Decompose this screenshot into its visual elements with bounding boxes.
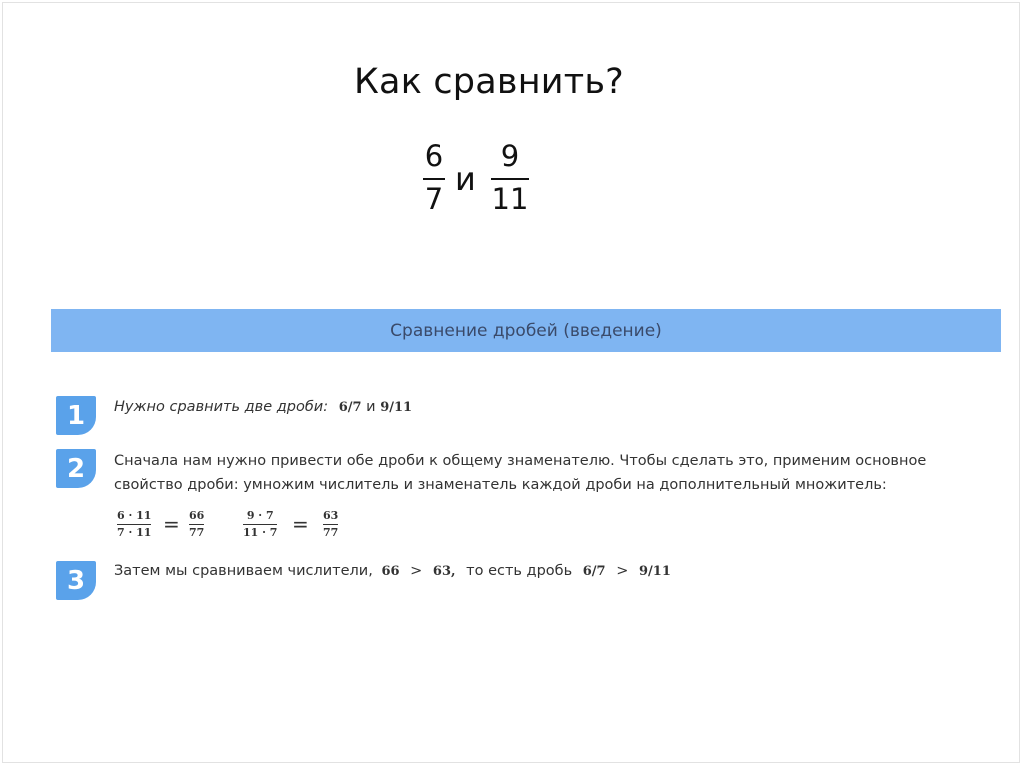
step-1-fraction-b: 9/11 — [380, 400, 413, 415]
fraction-bar — [117, 524, 151, 525]
calc-1-result — [189, 509, 204, 539]
fraction-bar — [323, 524, 338, 525]
fraction-a-numerator: 6 — [424, 139, 444, 173]
calc-2-denominator: 11 · 7 — [243, 526, 278, 539]
step-1-sentence: Нужно сравнить две дроби: — [114, 399, 329, 415]
fraction-6-7 — [423, 140, 445, 215]
fraction-b-denominator: 11 — [491, 182, 529, 216]
calc-2-equals: = — [292, 512, 309, 536]
step-1-text — [114, 399, 412, 415]
conjunction: и — [455, 160, 476, 198]
calc-2-result-denominator: 77 — [323, 526, 339, 539]
step-1-conj: и — [366, 399, 376, 415]
calc-2-fraction — [243, 509, 277, 539]
step-number: 2 — [66, 453, 86, 484]
fraction-9-11 — [491, 140, 529, 215]
fraction-bar — [491, 178, 529, 180]
slide-title: Как сравнить? — [354, 62, 624, 102]
calc-1-result-numerator: 66 — [189, 509, 205, 522]
step-3-fraction-b: 9/11 — [638, 564, 671, 579]
step-number: 1 — [66, 400, 86, 431]
fraction-b-numerator: 9 — [500, 139, 520, 173]
step-2-line-2: свойство дроби: умножим числитель и знаменатель каждой дроби на дополнительный множитель: — [114, 477, 887, 493]
step-1-fraction-a: 6/7 — [338, 400, 362, 415]
step-3-sentence: Затем мы сравниваем числители, — [114, 563, 373, 579]
step-3-greater-sign-2: > — [616, 563, 629, 579]
fraction-bar — [189, 524, 204, 525]
fraction-bar — [243, 524, 277, 525]
step-3-badge — [56, 561, 96, 600]
fraction-bar — [423, 178, 445, 180]
step-3-left-value: 66 — [381, 564, 400, 579]
calc-1-numerator: 6 · 11 — [117, 509, 152, 522]
panel-header-title: Сравнение дробей (введение) — [390, 320, 662, 341]
calc-1-fraction — [117, 509, 151, 539]
calc-1-equals: = — [163, 512, 180, 536]
step-2-badge — [56, 449, 96, 488]
calc-2-result — [323, 509, 338, 539]
step-1-badge — [56, 396, 96, 435]
step-3-middle-text: то есть дробь — [466, 563, 573, 579]
calc-2-result-numerator: 63 — [323, 509, 339, 522]
fraction-a-denominator: 7 — [424, 182, 444, 216]
step-3-right-value: 63, — [432, 564, 456, 579]
step-number: 3 — [66, 565, 86, 596]
step-3-greater-sign: > — [410, 563, 423, 579]
step-2-line-1: Сначала нам нужно привести обе дроби к общему знаменателю. Чтобы сделать это, применим основное — [114, 453, 927, 469]
calc-1-denominator: 7 · 11 — [117, 526, 152, 539]
step-3-text — [114, 563, 671, 579]
calc-1-result-denominator: 77 — [189, 526, 205, 539]
panel-header — [51, 309, 1001, 352]
slide-frame — [2, 2, 1020, 763]
step-3-fraction-a: 6/7 — [582, 564, 606, 579]
calc-2-numerator: 9 · 7 — [246, 509, 274, 522]
